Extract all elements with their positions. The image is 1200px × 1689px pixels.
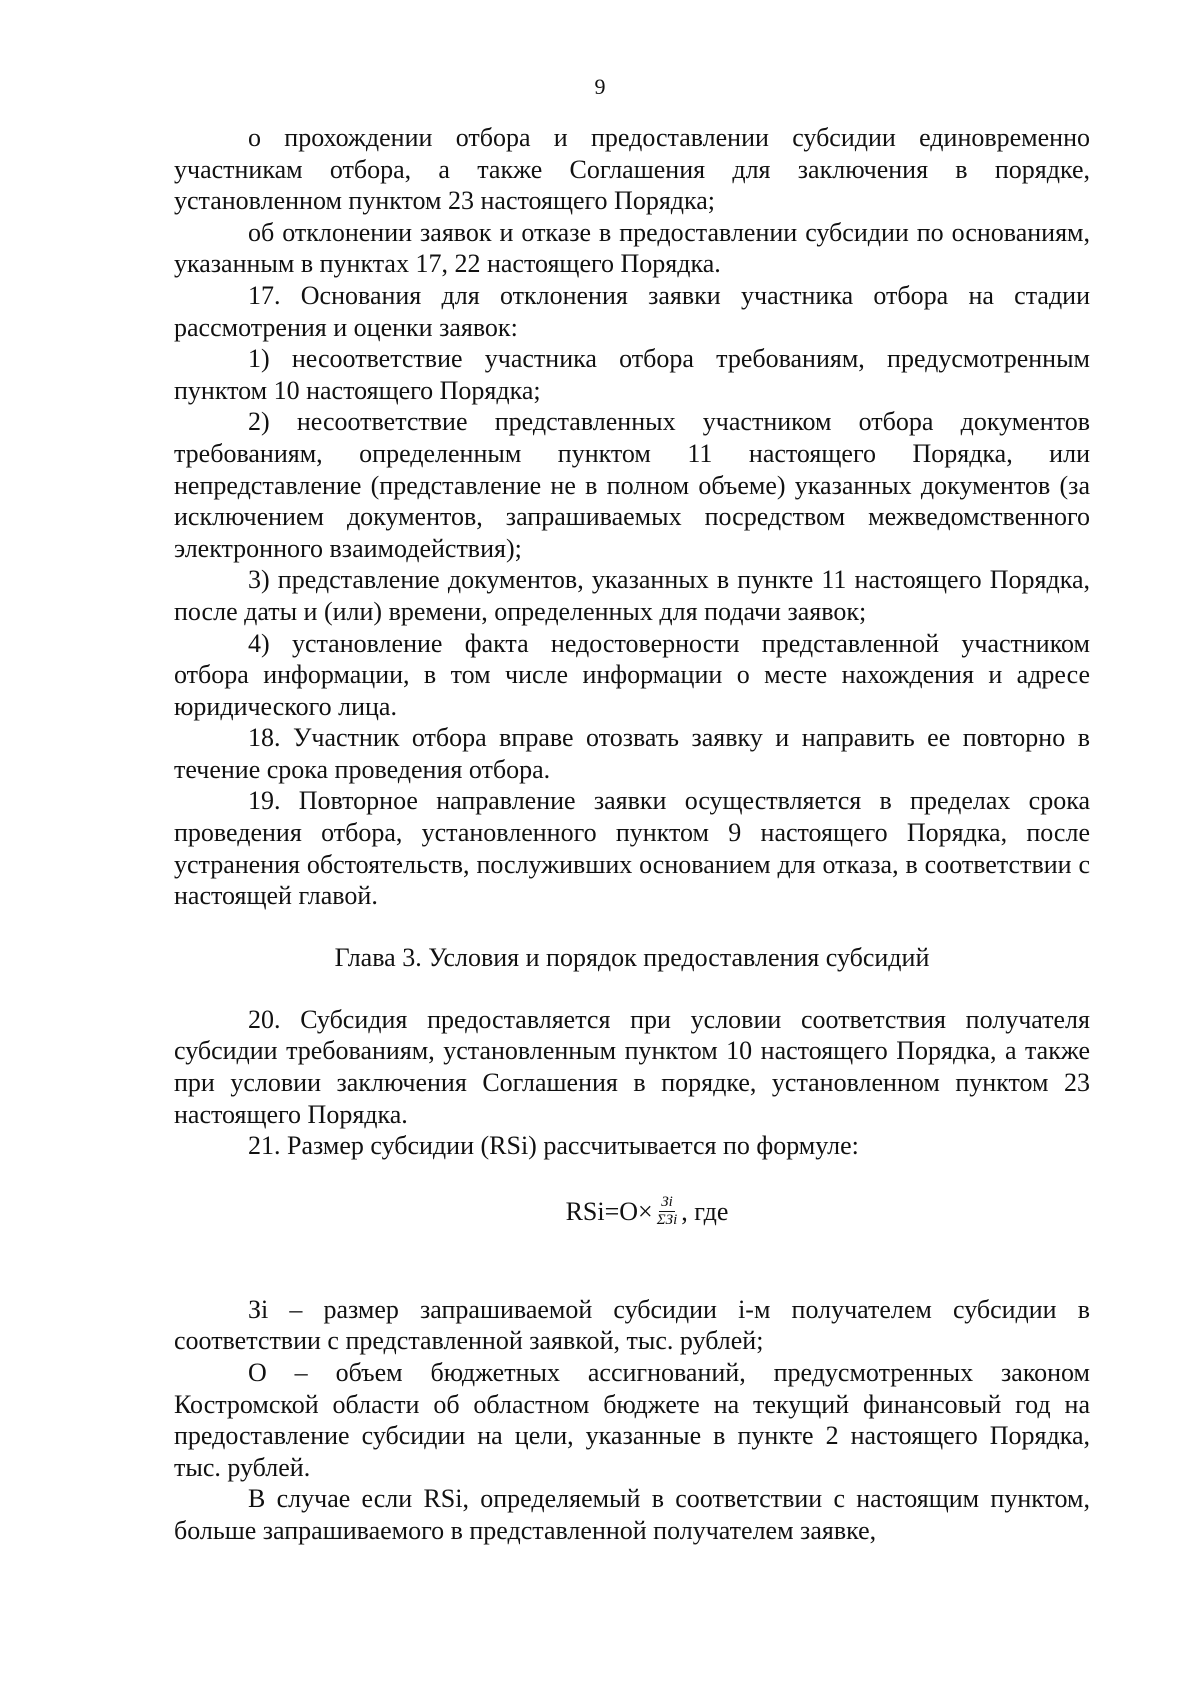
paragraph: 19. Повторное направление заявки осуществляется в пределах срока проведения отбора, установленного пунктом 9 настоящего Порядка, после устранения обстоятельств, послуживших основанием для отказа, в соответствии с настоящей главой. bbox=[174, 786, 1090, 911]
paragraph: 20. Субсидия предоставляется при условии соответствия получателя субсидии требованиям, установленным пунктом 10 настоящего Порядка, а также при условии заключения Соглашения в порядке, установленном пунктом 23 настоящего Порядка. bbox=[174, 1004, 1090, 1129]
page-number: 9 bbox=[594, 74, 606, 99]
paragraph: 17. Основания для отклонения заявки участника отбора на стадии рассмотрения и оценки заявок: bbox=[174, 280, 1090, 342]
paragraphs-top bbox=[174, 122, 1090, 912]
paragraph: о прохождении отбора и предоставлении субсидии единовременно участникам отбора, а также Соглашения для заключения в порядке, установленном пунктом 23 настоящего Порядка; bbox=[174, 123, 1090, 216]
paragraph: 2) несоответствие представленных участником отбора документов требованиям, определенным пунктом 11 настоящего Порядка, или непредставление (представление не в полном объеме) указанных документов (за исключением документов, запрашиваемых посредством межведомственного электронного взаимодействия); bbox=[174, 407, 1090, 563]
paragraph: В случае если RSi, определяемый в соответствии с настоящим пунктом, больше запрашиваемого в представленной получателем заявке, bbox=[174, 1484, 1090, 1545]
paragraph: 21. Размер субсидии (RSi) рассчитывается по формуле: bbox=[248, 1131, 859, 1161]
formula-suffix: , где bbox=[681, 1197, 729, 1227]
paragraph: 18. Участник отбора вправе отозвать заявку и направить ее повторно в течение срока проведения отбора. bbox=[174, 723, 1090, 784]
formula-numerator: Зi bbox=[661, 1194, 673, 1211]
paragraph: 3) представление документов, указанных в пункте 11 настоящего Порядка, после даты и (или) времени, определенных для подачи заявок; bbox=[174, 565, 1090, 626]
paragraph: О – объем бюджетных ассигнований, предусмотренных законом Костромской области об областном бюджете на текущий финансовый год на предоставление субсидии на цели, указанные в пункте 2 настоящего Порядка, тыс. рублей. bbox=[174, 1358, 1090, 1482]
spacer bbox=[174, 1262, 1090, 1294]
paragraphs-bottom bbox=[174, 1294, 1090, 1547]
paragraph: 4) установление факта недостоверности представленной участником отбора информации, в том числе информации о месте нахождения и адресе юридического лица. bbox=[174, 628, 1090, 721]
paragraph: об отклонении заявок и отказе в предоставлении субсидии по основаниям, указанным в пунктах 17, 22 настоящего Порядка. bbox=[174, 217, 1090, 279]
formula-fraction bbox=[655, 1194, 680, 1229]
paragraphs-middle bbox=[174, 1004, 1090, 1162]
formula-lhs: RSi=O× bbox=[565, 1197, 653, 1227]
formula bbox=[174, 1162, 1090, 1262]
paragraph: Зi – размер запрашиваемой субсидии i-м получателем субсидии в соответствии с представленной заявкой, тыс. рублей; bbox=[174, 1294, 1090, 1356]
paragraph: 1) несоответствие участника отбора требованиям, предусмотренным пунктом 10 настоящего Порядка; bbox=[174, 344, 1090, 405]
document-body bbox=[174, 122, 1090, 1547]
formula-denominator: ΣЗi bbox=[656, 1212, 678, 1229]
chapter-heading: Глава 3. Условия и порядок предоставления субсидий bbox=[334, 942, 930, 972]
